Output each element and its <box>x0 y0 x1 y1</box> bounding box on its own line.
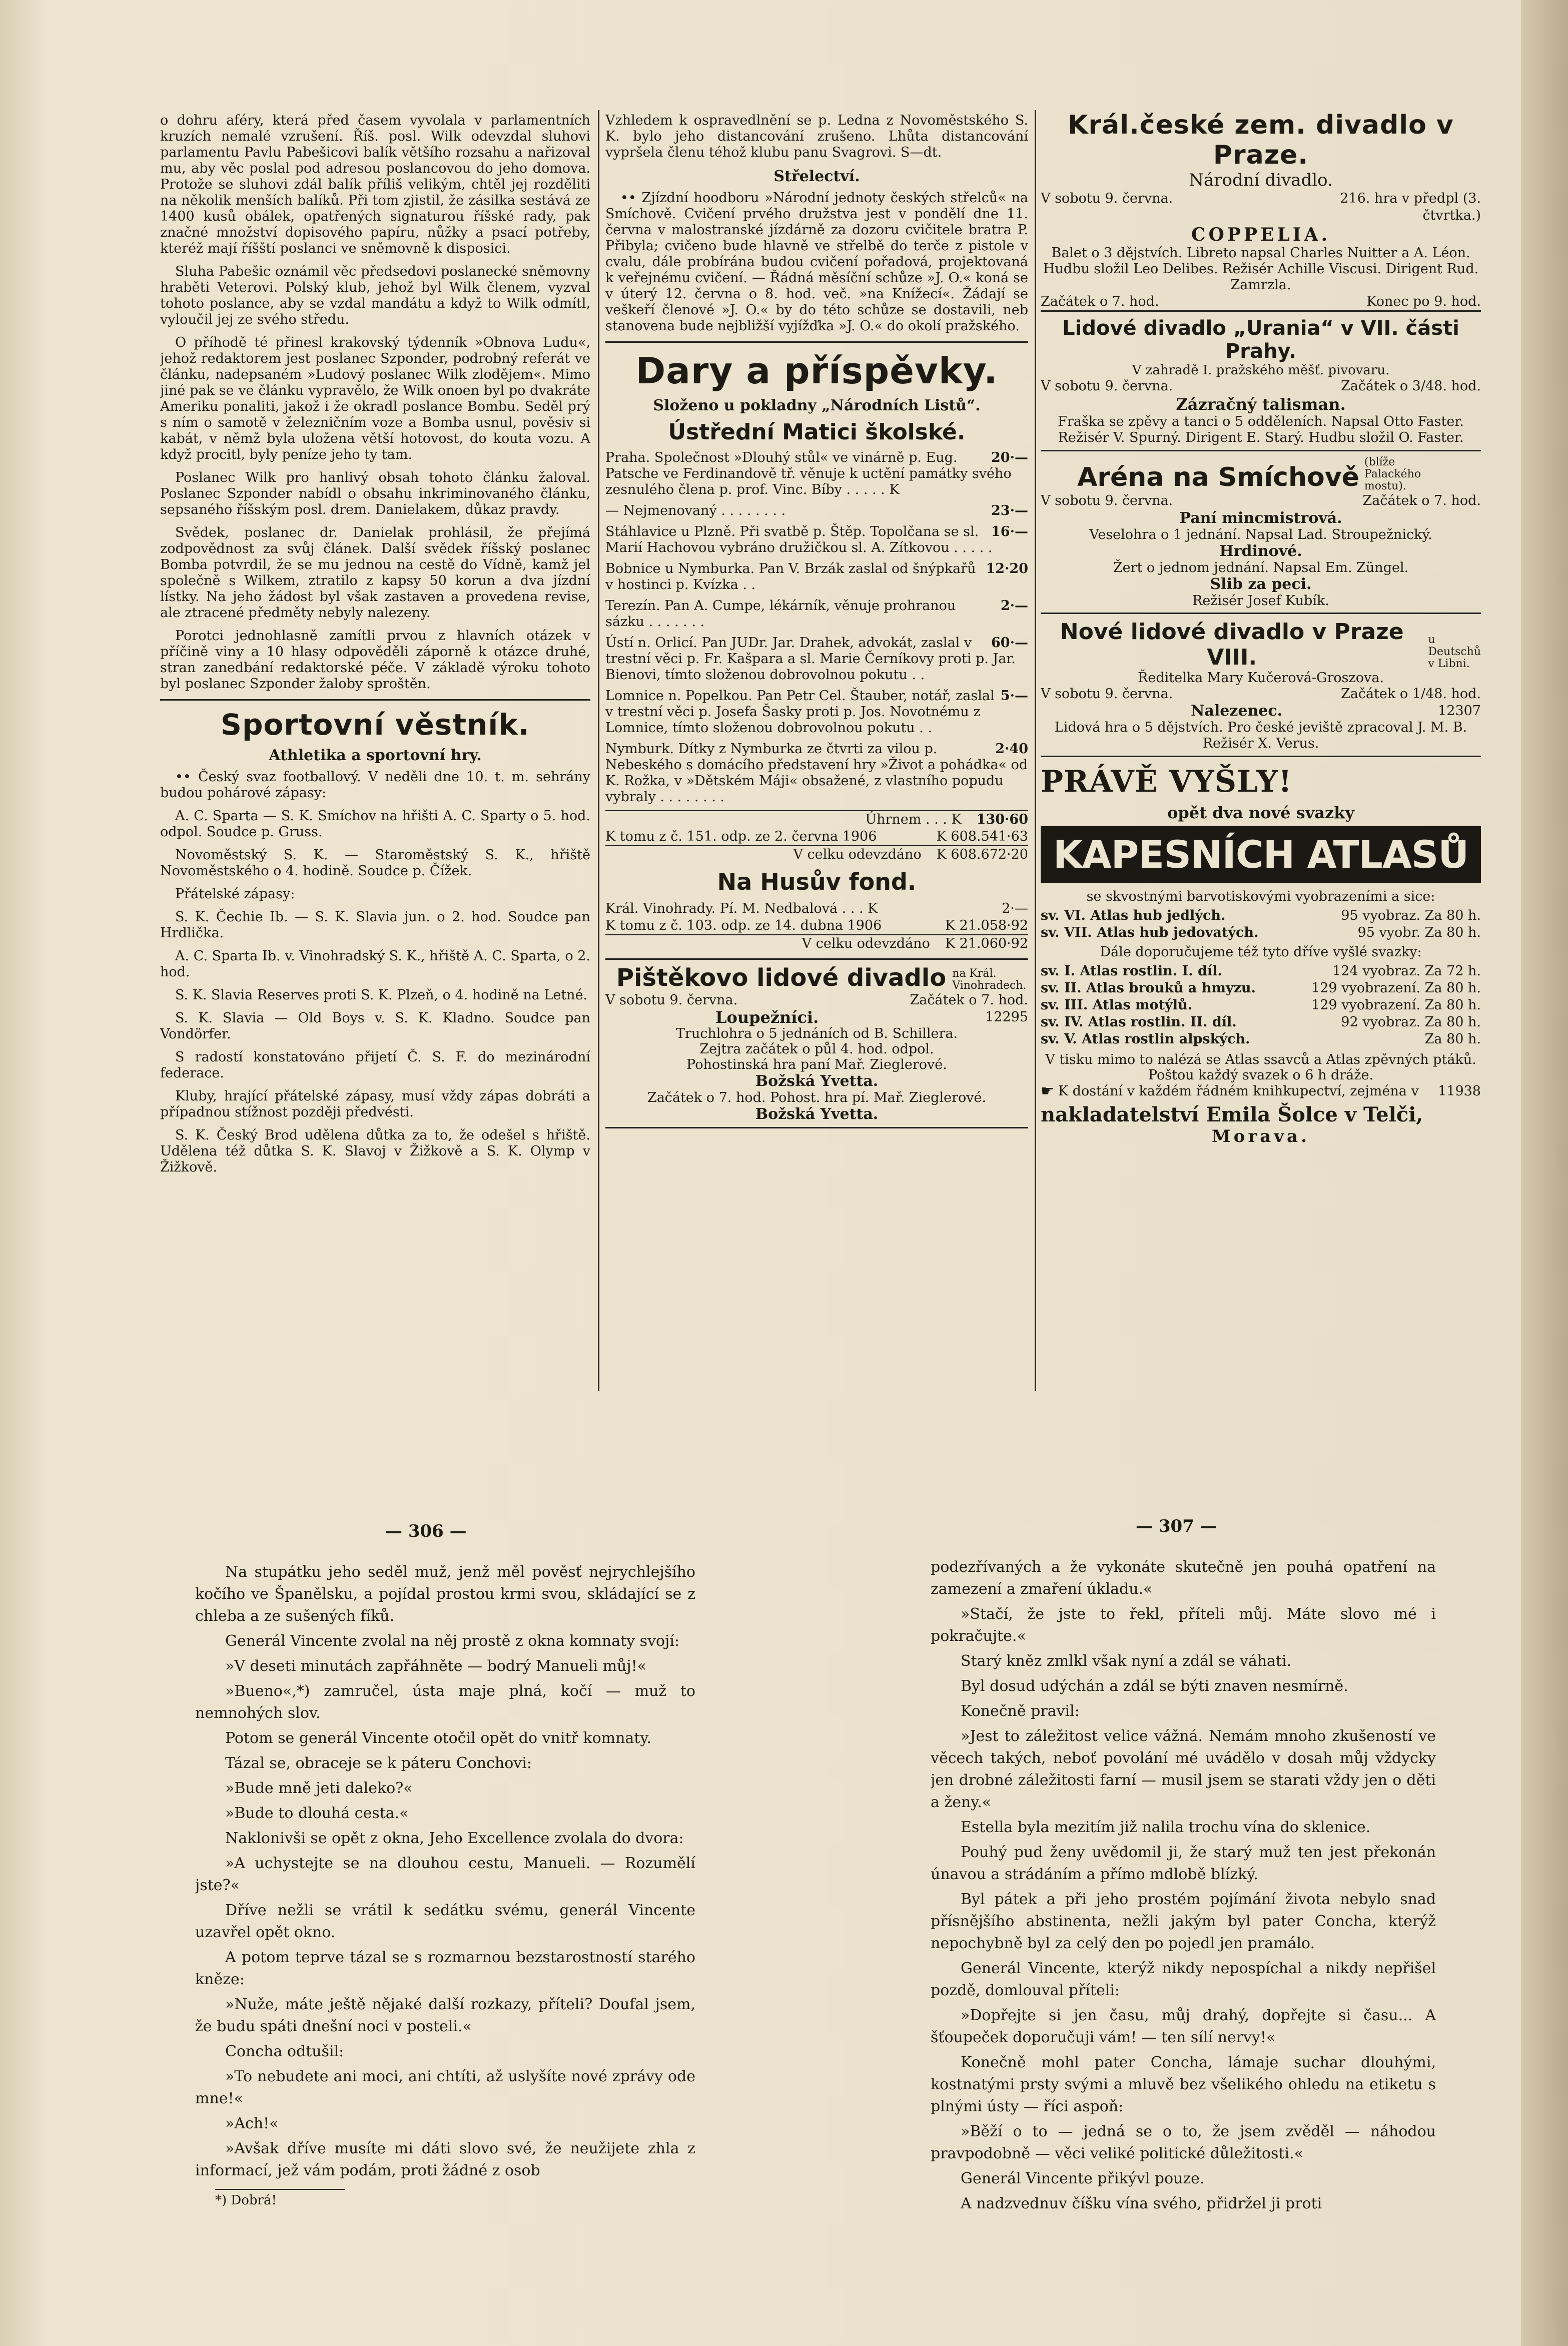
donation-text: Bobnice u Nymburka. Pan V. Brzák zaslal od šnýpkařů v hostinci p. Kvízka . . <box>605 561 976 593</box>
ad-row <box>1041 1031 1481 1048</box>
sport-paragraph: Novoměstský S. K. — Staroměstský S. K., hřiště Novoměstského o 4. hodině. Soudce p. Čížek. <box>160 847 590 879</box>
novel-paragraph: Naklonivši se opět z okna, Jeho Excellence zvolala do dvora: <box>225 1830 684 1847</box>
section-divider <box>160 699 590 701</box>
donation-amount: 5·— <box>1000 688 1028 704</box>
novel-paragraph: Na stupátku jeho seděl muž, jenž měl pověsť nejrychlejšího kočího ve Španělsku, a pojídal prostou krmi svou, skládající se z chleba a ze sušených fíků. <box>195 1563 695 1625</box>
novel-paragraph: »Avšak dříve musíte mi dáti slovo své, že neužijete zhla z informací, jež vám podám, proti žádné z osob <box>195 2140 695 2179</box>
ad-row <box>1041 963 1481 980</box>
pistek-theatre-box <box>605 958 1028 1128</box>
urania-sub: V zahradě I. pražského měšť. pivovaru. <box>1132 363 1390 378</box>
novel-paragraph: »To nebudete ani moci, ani chtíti, až uslyšíte nové zprávy ode mne!« <box>195 2068 695 2107</box>
ad-headline: PRÁVĚ VYŠLY! <box>1041 764 1292 799</box>
novel-paragraph: »Bude mně jeti daleko?« <box>225 1780 413 1797</box>
donation-item <box>605 524 1028 556</box>
ad-row-detail: 95 vyobraz. Za 80 h. <box>1341 908 1481 923</box>
nove-date: V sobotu 9. června. <box>1041 686 1173 702</box>
narodni-date: V sobotu 9. června. <box>1041 191 1173 206</box>
hus-fund-title: Na Husův fond. <box>717 868 917 895</box>
total-value: 130·60 <box>976 812 1028 827</box>
arena-play: Paní mincmistrová. <box>1179 509 1342 527</box>
narodni-num: 216. hra v předpl (3. čtvrtka.) <box>1340 191 1481 223</box>
arena-date-row <box>1041 492 1481 509</box>
sport-section-title: Sportovní věstník. <box>221 708 530 742</box>
novel-paragraph: Concha odtušil: <box>225 2043 344 2060</box>
column-2 <box>605 113 1028 1394</box>
novel-paragraph: A nadzvednuv číšku vína svého, přidržel ji proti <box>961 2195 1322 2212</box>
narodni-divadlo-title: Král.české zem. divadlo v Praze. <box>1068 110 1454 170</box>
dary-title: Dary a příspěvky. <box>635 350 998 392</box>
donation-text: Lomnice n. Popelkou. Pan Petr Cel. Štauber, notář, zaslal v trestní věci p. Josefa Šasky proti p. Jos. Novotnému z Lomnice, tímto složenou dobrovolnou pokutu . . <box>605 688 995 736</box>
sport-paragraph: S radostí konstatováno přijetí Č. S. F. do mezinárodní federace. <box>160 1049 590 1081</box>
column-1 <box>160 113 590 1394</box>
ad-get <box>1041 1083 1419 1100</box>
arena-play2: Hrdinové. <box>1219 542 1302 560</box>
donation-total-row <box>605 810 1028 828</box>
page-number-left: — 306 — <box>385 1521 467 1541</box>
nove-start: Začátek o 1/48. hod. <box>1341 686 1481 702</box>
article-paragraph: o dohru aféry, která před časem vyvolala v parlamentních kruzích nemalé vzrušení. Říš. posl. Wilk odevzdal sluhovi parlamentu Pavlu Pabešicovi balík většího rozsahu a nařizoval mu, aby věc poslal pod adresou poslancovou do jeho domova. Protože se sluhovi zdál balík příliš velikým, chtěl jej rozděliti na několik menších balíků. Při tom zjistil, že zásilka sestává ze 1400 kusů obálek, opatřených signaturou říšské rady, pak značné množství dopisového papíru, nůžky a psací potřeby, kteréž mají říšští poslanci ve sněmovně k disposici. <box>160 113 590 256</box>
skolske-title: Ústřední Matici školské. <box>668 419 966 445</box>
donation-item <box>605 741 1028 805</box>
novel-paragraph: Konečně pravil: <box>961 1702 1080 1720</box>
novel-page-306 <box>195 1561 695 2322</box>
novel-paragraph: Generál Vincente přikývl pouze. <box>961 2170 1205 2187</box>
page-binding-edge <box>1521 0 1568 2346</box>
pointing-hand-icon: ☛ <box>1041 1082 1054 1100</box>
donation-item <box>605 450 1028 498</box>
carry-over-row <box>605 828 1028 845</box>
urania-date-row <box>1041 378 1481 395</box>
coppelia-time-row <box>1041 293 1481 312</box>
ad-print: V tisku mimo to nalézá se Atlas ssavců a Atlas zpěvných ptáků. <box>1045 1052 1476 1067</box>
sport-paragraph: A. C. Sparta — S. K. Smíchov na hřišti A. C. Sparty o 5. hod. odpol. Soudce p. Gruss. <box>160 808 590 840</box>
ad-row-title: sv. II. Atlas brouků a hmyzu. <box>1041 980 1256 996</box>
urania-start: Začátek o 3/48. hod. <box>1341 378 1481 394</box>
ad-publisher: nakladatelství Emila Šolce v Telči, <box>1041 1103 1423 1126</box>
section-divider <box>605 341 1028 343</box>
ad-row-detail: 129 vyobrazení. Za 80 h. <box>1311 980 1481 996</box>
ad-row-title: sv. VII. Atlas hub jedovatých. <box>1041 925 1259 940</box>
sport-paragraph: S. K. Slavia Reserves proti S. K. Plzeň, o 4. hodině na Letné. <box>175 987 588 1003</box>
nove-num: 12307 <box>1438 703 1481 719</box>
ad-row-title: sv. V. Atlas rostlin alpských. <box>1041 1031 1250 1047</box>
strelectvi-title: Střelectví. <box>773 168 860 185</box>
ad-desc: se skvostnými barvotiskovými vyobrazeními a sice: <box>1086 889 1435 904</box>
coppelia-end: Konec po 9. hod. <box>1366 294 1481 309</box>
donation-text: Terezín. Pan A. Cumpe, lékárník, věnuje prohranou sázku . . . . . . . <box>605 598 956 630</box>
donation-amount: 2·— <box>1000 598 1028 614</box>
novel-paragraph: »Nuže, máte ještě nějaké další rozkazy, příteli? Doufal jsem, že budu spáti dnešní noci v posteli.« <box>195 1996 695 2035</box>
hus-row <box>605 934 1028 952</box>
novel-paragraph: Generál Vincente zvolal na něj prostě z okna komnaty svojí: <box>225 1632 680 1650</box>
novel-paragraph: Starý kněz zmlkl však nyní a zdál se váhati. <box>961 1652 1292 1670</box>
article-paragraph: Vzhledem k ospravedlnění se p. Ledna z Novoměstského S. K. bylo jeho distancování zrušeno. Lhůta distancování vypršela členu téhož klubu panu Svagrovi. S—dt. <box>605 113 1028 160</box>
novel-paragraph: »Stačí, že jste to řekl, příteli můj. Máte slovo mé i pokračujte.« <box>931 1605 1436 1645</box>
novel-paragraph: Konečně mohl pater Concha, lámaje suchar dlouhými, kostnatými prsty svými a mluvě bez všelikého ohledu na etiketu s plnými ústy — říci aspoň: <box>931 2054 1436 2115</box>
ad-get-text: K dostání v každém řádném knihkupectví, zejména v <box>1058 1083 1419 1099</box>
ad-recommend: Dále doporučujeme též tyto dříve vyšlé svazky: <box>1100 944 1422 960</box>
article-paragraph: Porotci jednohlasně zamítli prvou z hlavních otázek v příčině viny a 10 hlasy odpověděli záporně k otázce druhé, stran zanedbání redaktorské péče. V základě výroku tohoto byl poslanec Szponder žaloby sproštěn. <box>160 628 590 692</box>
ad-place: Morava. <box>1212 1126 1310 1146</box>
ad-row-detail: Za 80 h. <box>1424 1031 1481 1047</box>
ad-row-detail: 124 vyobraz. Za 72 h. <box>1332 963 1481 979</box>
nove-title: Nové lidové divadlo v Praze VIII. <box>1060 619 1404 670</box>
sport-paragraph: A. C. Sparta Ib. v. Vinohradský S. K., hřiště A. C. Sparta, o 2. hod. <box>160 948 590 980</box>
donation-text: Nymburk. Dítky z Nymburka ze čtvrti za vilou p. Nebeského s domácího představení hry »Život a pohádka« od K. Rožka, v »Dětském Máji« obsažené, z vlastního popudu vybraly . . . . . . . . <box>605 741 1028 805</box>
dary-subtitle: Složeno u pokladny „Národních Listů“. <box>653 397 981 414</box>
article-paragraph: Poslanec Wilk pro hanlivý obsah tohoto článku žaloval. Poslanec Szponder nabídl o obsahu inkriminovaného článku, sepsaného říšským posl. drem. Danielakem, důkaz pravdy. <box>160 470 590 517</box>
urania-title: Lidové divadlo „Urania“ v VII. části Prahy. <box>1062 317 1459 363</box>
hus-row <box>605 917 1028 934</box>
novel-paragraph: A potom teprve tázal se s rozmarnou bezstarostností starého kněze: <box>195 1949 695 1988</box>
hus-row-value: 2·— <box>1002 901 1028 916</box>
ad-row-title: sv. III. Atlas motýlů. <box>1041 997 1192 1013</box>
donation-item <box>605 688 1028 736</box>
hus-row <box>605 900 1028 917</box>
ad-row-title: sv. IV. Atlas rostlin. II. díl. <box>1041 1014 1237 1030</box>
novel-paragraph: Potom se generál Vincente otočil opět do vnitř komnaty. <box>225 1729 651 1747</box>
page-number-right: — 307 — <box>1136 1516 1217 1536</box>
ad-subhead: opět dva nové svazky <box>1167 803 1354 822</box>
urania-date: V sobotu 9. června. <box>1041 378 1173 394</box>
donation-amount: 20·— <box>991 450 1028 465</box>
column-rule-1 <box>598 110 599 1391</box>
novel-paragraph: »V deseti minutách zapřáhněte — bodrý Manueli můj!« <box>225 1657 647 1675</box>
ad-row <box>1041 907 1481 924</box>
novel-paragraph: »Běží o to — jedná se o to, že jsem zvěděl — náhodou pravpodobně — věci veliké politické důležitosti.« <box>931 2123 1436 2162</box>
arena-start: Začátek o 7. hod. <box>1362 493 1481 508</box>
nove-date-row <box>1041 686 1481 703</box>
nove-note: u Deutschů v Libni. <box>1428 634 1481 670</box>
arena-desc: Veselohra o 1 jednání. Napsal Lad. Stroupežnický. <box>1089 527 1432 542</box>
hus-row-label: K tomu z č. 103. odp. ze 14. dubna 1906 <box>605 918 882 933</box>
donation-text: Stáhlavice u Plzně. Při svatbě p. Štěp. Topolčana se sl. Marií Hachovou vybráno družičkou sl. A. Zítkovou . . . . . <box>605 524 993 555</box>
novel-paragraph: Tázal se, obraceje se k páteru Conchovi: <box>225 1754 532 1772</box>
donation-item <box>605 635 1028 683</box>
pistek-play2: Božská Yvetta. <box>755 1072 879 1090</box>
nove-play: Nalezenec. <box>1191 702 1283 720</box>
nove-sub: Ředitelka Mary Kučerová-Groszova. <box>1138 670 1384 686</box>
sport-paragraph: S. K. Český Brod udělena důtka za to, že odešel s hřiště. Udělena též důtka S. K. Slavoj v Žižkově a S. K. Olymp v Žižkově. <box>160 1127 590 1175</box>
urania-desc: Fraška se zpěvy a tanci o 5 odděleních. Napsal Otto Faster. Režisér V. Spurný. Dirigent E. Starý. Hudbu složil O. Faster. <box>1041 414 1481 451</box>
arena-play3: Slib za peci. <box>1210 575 1312 593</box>
pistek-date: V sobotu 9. června. <box>605 992 738 1008</box>
novel-paragraph: Generál Vincente, kterýž nikdy nepospíchal a nikdy nepřišel pozdě, domlouval příteli: <box>931 1960 1436 1999</box>
article-paragraph: Svědek, poslanec dr. Danielak prohlásil, že přejímá zodpovědnost za svůj článek. Další svědek říšský poslanec Bomba potvrdil, že se mu jednou na cestě do Vídně, kamž jel společně s Wilkem, ztratilo z kapsy 50 korun a dva jízdní lístky. Na jeho žádost byl však zastaven a provedena revise, ale ztracené předměty nebyly nalezeny. <box>160 525 590 621</box>
pistek-play3: Božská Yvetta. <box>755 1105 879 1123</box>
grand-total-label: V celku odevzdáno <box>793 847 922 862</box>
novel-paragraph: Pouhý pud ženy uvědomil ji, že starý muž ten jest překonán únavou a strádáním a přímo mdlobě blízký. <box>931 1844 1436 1883</box>
pistek-header <box>605 964 1028 992</box>
sport-paragraph: S. K. Čechie Ib. — S. K. Slavia jun. o 2. hod. Soudce pan Hrdlička. <box>160 909 590 941</box>
sport-subtitle: Athletika a sportovní hry. <box>269 747 482 764</box>
column-rule-2 <box>1035 110 1036 1391</box>
novel-page-307 <box>931 1556 1436 2322</box>
ad-num: 11938 <box>1438 1083 1481 1099</box>
article-paragraph: O příhodě té přinesl krakovský týdenník »Obnova Ludu«, jehož redaktorem jest poslanec Szponder, podrobný referát ve článku, nadepsaném »Ludový poslanec Wilk zlodějem«. Mimo jiné pak se ve článku vypravělo, že Wilk onoen byl po dvakráte Ameriku ponaliti, jakož i že okradl poslance Bombu. Seděl prý s ním o samotě v železničním voze a Bomba usnul, pověsiv si kabát, v němž byla uložena větší hotovost, do kouta vozu. A když procitl, byly peníze jeho ty tam. <box>160 335 590 462</box>
ad-row-detail: 92 vyobraz. Za 80 h. <box>1341 1014 1481 1030</box>
donation-text: — Nejmenovaný . . . . . . . . <box>605 503 786 518</box>
pistek-start: Začátek o 7. hod. <box>910 992 1028 1008</box>
donation-item <box>605 561 1028 593</box>
sport-paragraph: •• Český svaz footballový. V neděli dne 10. t. m. sehrány budou pohárové zápasy: <box>160 769 590 801</box>
arena-header <box>1041 456 1481 492</box>
ad-post: Poštou každý svazek o 6 h dráže. <box>1148 1067 1374 1083</box>
novel-paragraph: »Jest to záležitost velice vážná. Nemám mnoho zkušeností ve věcech takých, neboť povolání mé uvádělo v dosah můj vždycky jen drobné záležitosti farní — musil jsem se starati vždy jen o děti a ženy.« <box>931 1727 1436 1811</box>
donation-text: Ústí n. Orlicí. Pan JUDr. Jar. Drahek, advokát, zaslal v trestní věci p. Fr. Kašpara a sl. Marie Černíkovy proti p. Jar. Bienovi, tímto složenou dobrovolnou pokutu . . <box>605 635 1016 683</box>
donation-amount: 60·— <box>991 635 1028 651</box>
ad-row <box>1041 1014 1481 1031</box>
novel-paragraph: Byl pátek a při jeho prostém pojímání života nebylo snad přísnějšího abstinenta, nežli jakým byl pater Concha, kterýž nepochybně byl za celý den po pojedl jen pramálo. <box>931 1891 1436 1952</box>
narodni-date-row <box>1041 190 1481 224</box>
ad-row <box>1041 980 1481 997</box>
arena-desc2: Žert o jednom jednání. Napsal Em. Züngel. <box>1113 560 1409 575</box>
nove-play-row <box>1041 703 1481 720</box>
article-paragraph: Sluha Pabešic oznámil věc předsedovi poslanecké sněmovny hraběti Veterovi. Polský klub, jehož byl Wilk členem, vyzval tohoto poslance, aby se vzdal mandátu a když to Wilk odmítl, vyloučil jej ze svého středu. <box>160 264 590 327</box>
arena-date: V sobotu 9. června. <box>1041 493 1173 508</box>
novel-paragraph: »A uchystejte se na dlouhou cestu, Manueli. — Rozumělí jste?« <box>195 1855 695 1894</box>
novel-paragraph: »Dopřejte si jen času, můj drahý, dopřejte si času... A šťoupeček doporučuji vám! — ten sílí nervy!« <box>931 2007 1436 2046</box>
donation-amount: 2·40 <box>995 741 1028 757</box>
coppelia-desc: Balet o 3 dějstvích. Libreto napsal Charles Nuitter a A. Léon. Hudbu složil Leo Delibes. Režisér Achille Viscusi. Dirigent Rud. Zamrzla. <box>1043 245 1479 293</box>
sport-paragraph: Přátelské zápasy: <box>175 886 295 902</box>
sport-paragraph: Kluby, hrající přátelské zápasy, musí vždy zápas dobráti a případnou stížnost později předvésti. <box>160 1088 590 1120</box>
grand-total-row <box>605 845 1028 863</box>
novel-paragraph: »Bueno«,*) zamručel, ústa maje plná, kočí — muž to nemnohých slov. <box>195 1682 695 1722</box>
novel-paragraph: Estella byla mezitím již nalila trochu vína do sklenice. <box>961 1819 1371 1836</box>
nove-header <box>1041 619 1481 670</box>
total-label: Úhrnem . . . K <box>865 812 962 827</box>
ad-banner <box>1041 826 1481 883</box>
arena-title: Aréna na Smíchově <box>1077 462 1359 492</box>
donation-text: Praha. Společnost »Dlouhý stůl« ve vinárně p. Eug. Patsche ve Ferdinandově tř. věnuje k uctění památky svého zesnulého člena p. prof. Vinc. Bíby . . . . . K <box>605 450 1012 497</box>
novel-paragraph: Dříve nežli se vrátil k sedátku svému, generál Vincente uzavřel opět okno. <box>195 1902 695 1941</box>
ad-row-detail: 95 vyobr. Za 80 h. <box>1357 925 1481 940</box>
urania-play: Zázračný talisman. <box>1176 395 1346 414</box>
strelectvi-paragraph: •• Zjízdní hoodboru »Národní jednoty českých střelců« na Smíchově. Cvičení prvého družstva jest v pondělí dne 11. června v malostranské jízdárně za dozoru cvičitele bratra P. Přibyla; cvičeno bude hlavně ve střelbě do terče z pistole v cvalu, dále probírána budou cvičení pořadová, projektovaná k veřejnému cvičení. — Řádná měsíční schůze »J. O.« koná se v úterý 12. června o 8. hod. več. »na Knížecí«. Žádají se veškeří členové »J. O.« by do této schůze se dostavili, neb stanovena bude nejbližší vyjížďka »J. O.« do okolí pražského. <box>605 190 1028 334</box>
footnote: *) Dobrá! <box>215 2193 277 2208</box>
sport-paragraph: S. K. Slavia — Old Boys v. S. K. Kladno. Soudce pan Vondörfer. <box>160 1010 590 1042</box>
donation-amount: 16·— <box>991 524 1028 539</box>
ad-big-title: KAPESNÍCH ATLASŮ <box>1053 832 1469 877</box>
narodni-divadlo-sub: Národní divadlo. <box>1189 170 1333 190</box>
pistek-eve: Začátek o 7. hod. Pohost. hra pí. Mař. Zieglerové. <box>647 1090 987 1105</box>
carry-over-label: K tomu z č. 151. odp. ze 2. června 1906 <box>605 829 877 844</box>
ad-row-detail: 129 vyobrazení. Za 80 h. <box>1311 997 1481 1013</box>
ad-row-title: sv. VI. Atlas hub jedlých. <box>1041 908 1226 923</box>
donation-item <box>605 598 1028 630</box>
nove-desc: Lidová hra o 5 dějstvích. Pro české jeviště zpracoval J. M. B. Režisér X. Verus. <box>1041 720 1481 757</box>
arena-desc3: Režisér Josef Kubík. <box>1041 593 1481 614</box>
novel-paragraph: »Bude to dlouhá cesta.« <box>225 1805 409 1822</box>
wilk-article <box>160 113 590 692</box>
pistek-next: Zejtra začátek o půl 4. hod. odpol. <box>699 1041 934 1057</box>
novel-paragraph: Byl dosud udýchán a zdál se býti znaven nesmírně. <box>961 1677 1348 1695</box>
pistek-play: Loupežníci. <box>715 1008 819 1027</box>
grand-total-value: K 608.672·20 <box>936 847 1028 862</box>
donation-item <box>605 503 1028 519</box>
novel-paragraph: »Ach!« <box>225 2115 279 2132</box>
pistek-place: na Král. Vinohradech. <box>952 967 1027 992</box>
donation-amount: 12·20 <box>986 561 1028 576</box>
pistek-title: Pištěkovo lidové divadlo <box>616 964 947 992</box>
carry-over-value: K 608.541·63 <box>936 829 1028 844</box>
arena-note: (blíže Palackého mostu). <box>1364 456 1421 492</box>
column-3 <box>1041 110 1481 1391</box>
pistek-play-row <box>605 1009 1028 1026</box>
donation-list <box>605 450 1028 805</box>
pistek-num: 12295 <box>985 1009 1028 1025</box>
hus-row-label: Král. Vinohrady. Pí. M. Nedbalová . . . K <box>605 901 878 916</box>
ad-get-row <box>1041 1083 1481 1100</box>
pistek-desc: Truchlohra o 5 jednáních od B. Schillera. <box>675 1026 958 1041</box>
hus-row-label: V celku odevzdáno <box>802 936 930 951</box>
coppelia-title: COPPELIA. <box>1191 224 1331 245</box>
novel-paragraph: podezřívaných a že vykonáte skutečně jen pouhá opatření na zamezení a zmaření úkladu.« <box>931 1558 1436 1598</box>
pistek-date-row <box>605 992 1028 1009</box>
ad-row <box>1041 997 1481 1014</box>
pistek-next2: Pohostinská hra paní Mař. Zieglerové. <box>686 1057 947 1072</box>
footnote-rule <box>215 2189 345 2190</box>
donation-amount: 23·— <box>991 503 1028 518</box>
ad-row-title: sv. I. Atlas rostlin. I. díl. <box>1041 963 1222 979</box>
hus-row-value: K 21.060·92 <box>945 936 1028 951</box>
coppelia-start: Začátek o 7. hod. <box>1041 294 1159 309</box>
ad-row <box>1041 924 1481 941</box>
hus-row-value: K 21.058·92 <box>945 918 1028 933</box>
